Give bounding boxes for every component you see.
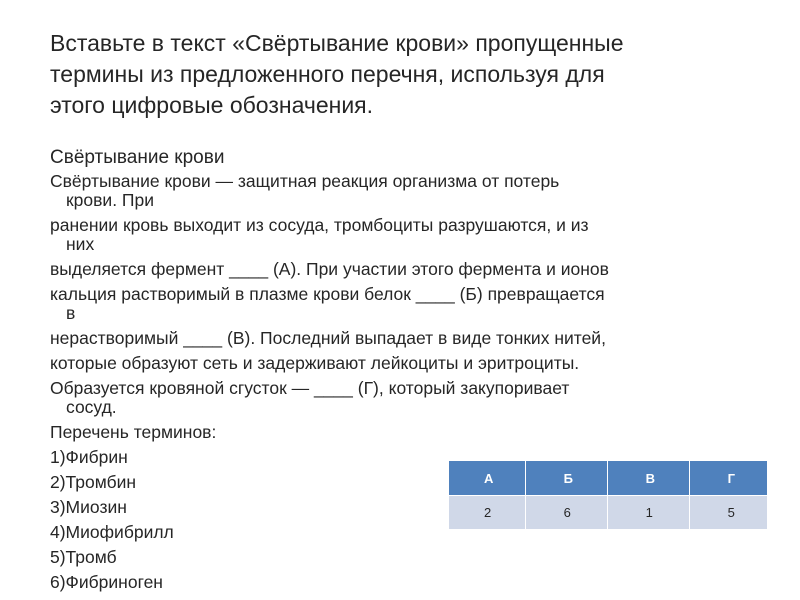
text-line-main: которые образуют сеть и задерживают лейкоциты и эритроциты. xyxy=(50,353,580,373)
title-line: термины из предложенного перечня, используя для xyxy=(50,61,605,87)
text-line-main: нерастворимый ____ (В). Последний выпадает в виде тонких нитей, xyxy=(50,328,606,348)
title-line: этого цифровые обозначения. xyxy=(50,92,374,118)
answer-table-cell: 2 xyxy=(449,496,525,530)
answer-table xyxy=(449,461,767,529)
answer-table-header: Б xyxy=(525,461,607,496)
task-body xyxy=(50,144,750,598)
answer-table-header: Г xyxy=(689,461,767,496)
answer-table-header-row xyxy=(449,461,767,496)
text-line-main: ранении кровь выходит из сосуда, тромбоциты разрушаются, и из xyxy=(50,215,589,235)
text-line-main: кальция растворимый в плазме крови белок ____ (Б) превращается xyxy=(50,284,605,304)
text-heading: Свёртывание крови xyxy=(50,147,225,168)
terms-label: Перечень терминов: xyxy=(50,422,217,442)
text-line xyxy=(50,260,750,279)
answer-table-header: В xyxy=(607,461,689,496)
term-item: 2)Тромбин xyxy=(50,472,137,492)
term-item: 4)Миофибрилл xyxy=(50,522,174,542)
term-item: 6)Фибриноген xyxy=(50,572,163,592)
text-line xyxy=(50,379,750,417)
title-line: Вставьте в текст «Свёртывание крови» пропущенные xyxy=(50,30,624,56)
text-line-continuation: крови. При xyxy=(66,190,155,210)
answer-table-cell: 1 xyxy=(607,496,689,530)
text-line xyxy=(50,216,750,254)
text-line xyxy=(50,329,750,348)
answer-table-row xyxy=(449,496,767,530)
answer-table-cell: 6 xyxy=(525,496,607,530)
answer-table-cell: 5 xyxy=(689,496,767,530)
text-line-main: выделяется фермент ____ (А). При участии этого фермента и ионов xyxy=(50,259,609,279)
text-line-continuation: в xyxy=(66,303,76,323)
text-line xyxy=(50,285,750,323)
text-line-main: Образуется кровяной сгусток — ____ (Г), который закупоривает xyxy=(50,378,570,398)
task-title xyxy=(50,28,750,121)
text-line xyxy=(50,354,750,373)
term-item: 1)Фибрин xyxy=(50,447,128,467)
answer-table-header: А xyxy=(449,461,525,496)
text-line-continuation: сосуд. xyxy=(66,397,117,417)
text-line-continuation: них xyxy=(66,234,95,254)
term-item: 3)Миозин xyxy=(50,497,127,517)
text-line-main: Свёртывание крови — защитная реакция организма от потерь xyxy=(50,171,560,191)
text-line xyxy=(50,172,750,210)
term-item: 5)Тромб xyxy=(50,547,117,567)
